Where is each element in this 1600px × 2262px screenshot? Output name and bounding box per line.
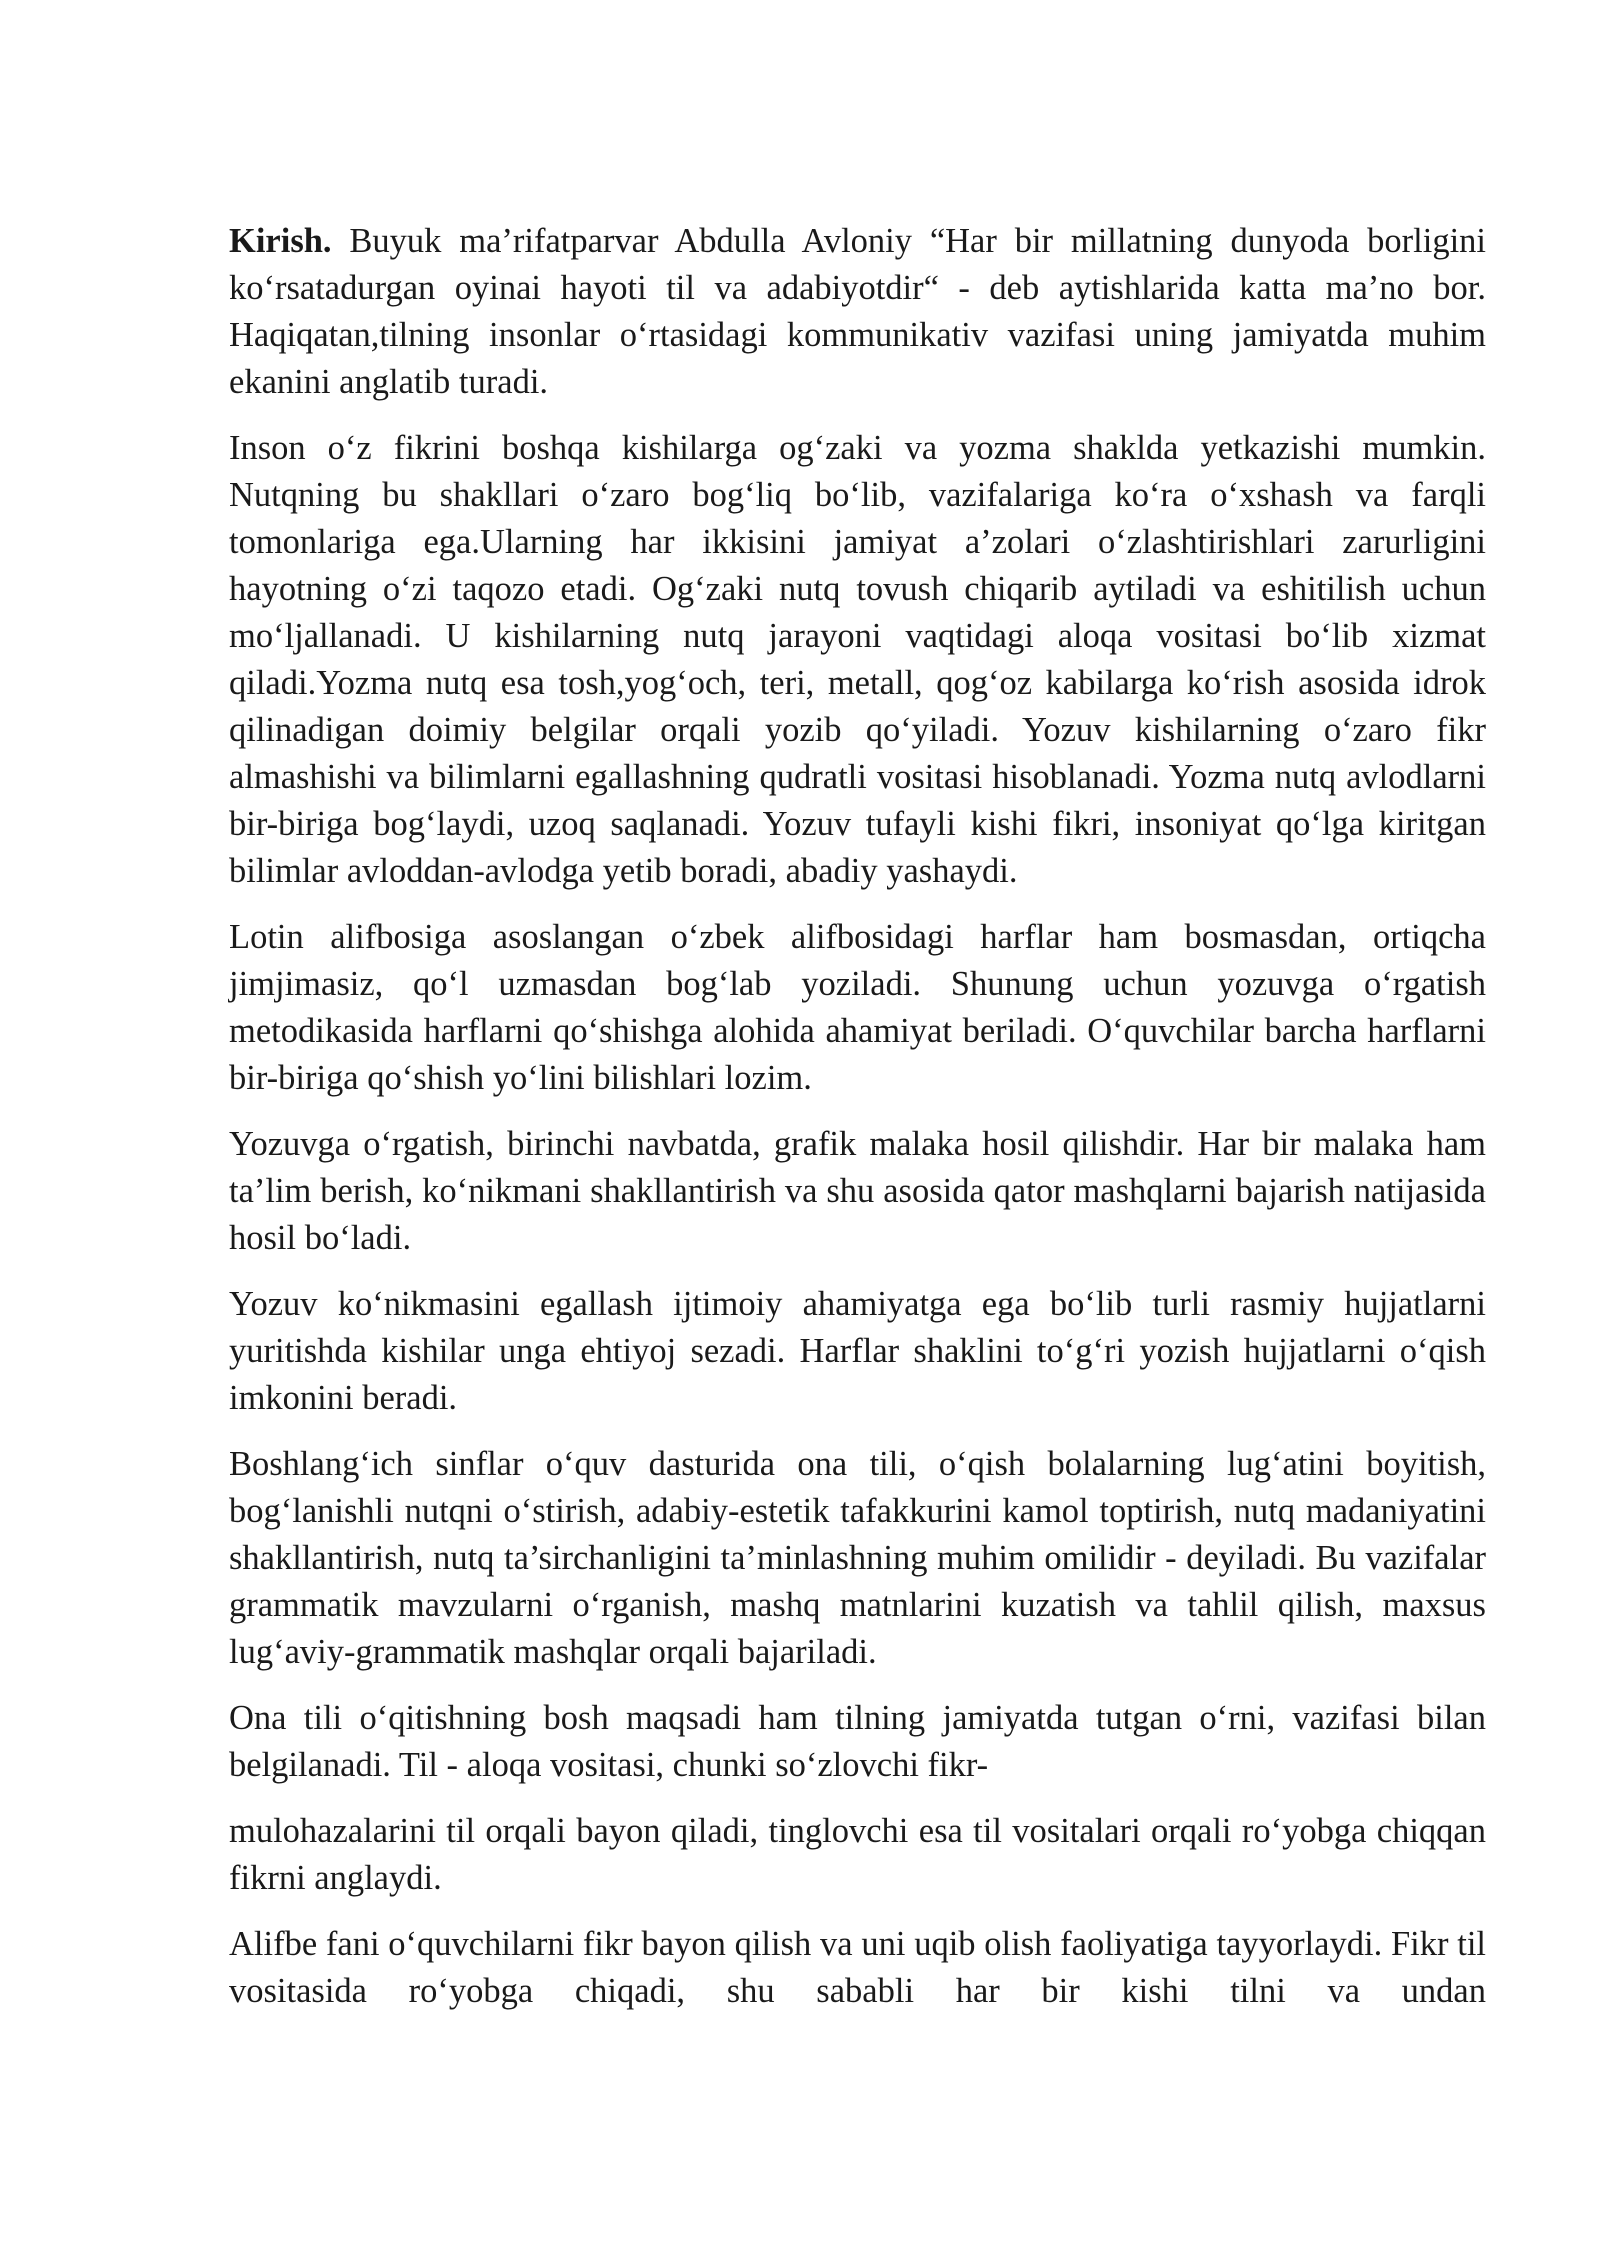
document-body [229,218,1486,2034]
paragraph: Yozuv ko‘nikmasini egallash ijtimoiy ahamiyatga ega bo‘lib turli rasmiy hujjatlarni yuritishda kishilar unga ehtiyoj sezadi. Harflar shaklini to‘g‘ri yozish hujjatlarni o‘qish imkonini beradi. [229,1285,1486,1417]
intro-text: Buyuk ma’rifatparvar Abdulla Avloniy “Har bir millatning dunyoda borligini ko‘rsatadurgan oyinai hayoti til va adabiyotdir“ - deb aytishlarida katta ma’no bor. Haqiqatan,tilning insonlar o‘rtasidagi kommunikativ vazifasi uning jamiyatda muhim ekanini anglatib turadi. [229,222,1486,401]
paragraph: Inson o‘z fikrini boshqa kishilarga og‘zaki va yozma shaklda yetkazishi mumkin. Nutqning bu shakllari o‘zaro bog‘liq bo‘lib, vazifalariga ko‘ra o‘xshash va farqli tomonlariga ega.Ularning har ikkisini jamiyat a’zolari o‘zlashtirishlari zarurligini hayotning o‘zi taqozo etadi. Og‘zaki nutq tovush chiqarib aytiladi va eshitilish uchun mo‘ljallanadi. U kishilarning nutq jarayoni vaqtidagi aloqa vositasi bo‘lib xizmat qiladi.Yozma nutq esa tosh,yog‘och, teri, metall, qog‘oz kabilarga ko‘rish asosida idrok qilinadigan doimiy belgilar orqali yozib qo‘yiladi. Yozuv kishilarning o‘zaro fikr almashishi va bilimlarni egallashning qudratli vositasi hisoblanadi. Yozma nutq avlodlarni bir-biriga bog‘laydi, uzoq saqlanadi. Yozuv tufayli kishi fikri, insoniyat qo‘lga kiritgan bilimlar avloddan-avlodga yetib boradi, abadiy yashaydi. [229,429,1486,890]
paragraph-intro [229,218,1486,406]
intro-heading: Kirish. [229,222,332,260]
paragraph: Boshlang‘ich sinflar o‘quv dasturida ona tili, o‘qish bolalarning lug‘atini boyitish, bog‘lanishli nutqni o‘stirish, adabiy-estetik tafakkurini kamol toptirish, nutq madaniyatini shakllantirish, nutq ta’sirchanligini ta’minlashning muhim omilidir - deyiladi. Bu vazifalar grammatik mavzularni o‘rganish, mashq matnlarini kuzatish va tahlil qilish, maxsus lug‘aviy-grammatik mashqlar orqali bajariladi. [229,1445,1486,1671]
paragraph: Alifbe fani o‘quvchilarni fikr bayon qilish va uni uqib olish faoliyatiga tayyorlaydi. Fikr til vositasida ro‘yobga chiqadi, shu sababli har bir kishi tilni va undan [229,1925,1486,2010]
paragraph: mulohazalarini til orqali bayon qiladi, tinglovchi esa til vositalari orqali ro‘yobga chiqqan fikrni anglaydi. [229,1812,1486,1897]
paragraph: Lotin alifbosiga asoslangan o‘zbek alifbosidagi harflar ham bosmasdan, ortiqcha jimjimasiz, qo‘l uzmasdan bog‘lab yoziladi. Shunung uchun yozuvga o‘rgatish metodikasida harflarni qo‘shishga alohida ahamiyat beriladi. O‘quvchilar barcha harflarni bir-biriga qo‘shish yo‘lini bilishlari lozim. [229,918,1486,1097]
paragraph: Yozuvga o‘rgatish, birinchi navbatda, grafik malaka hosil qilishdir. Har bir malaka ham ta’lim berish, ko‘nikmani shakllantirish va shu asosida qator mashqlarni bajarish natijasida hosil bo‘ladi. [229,1125,1486,1257]
paragraph: Ona tili o‘qitishning bosh maqsadi ham tilning jamiyatda tutgan o‘rni, vazifasi bilan belgilanadi. Til - aloqa vositasi, chunki so‘zlovchi fikr- [229,1699,1486,1784]
